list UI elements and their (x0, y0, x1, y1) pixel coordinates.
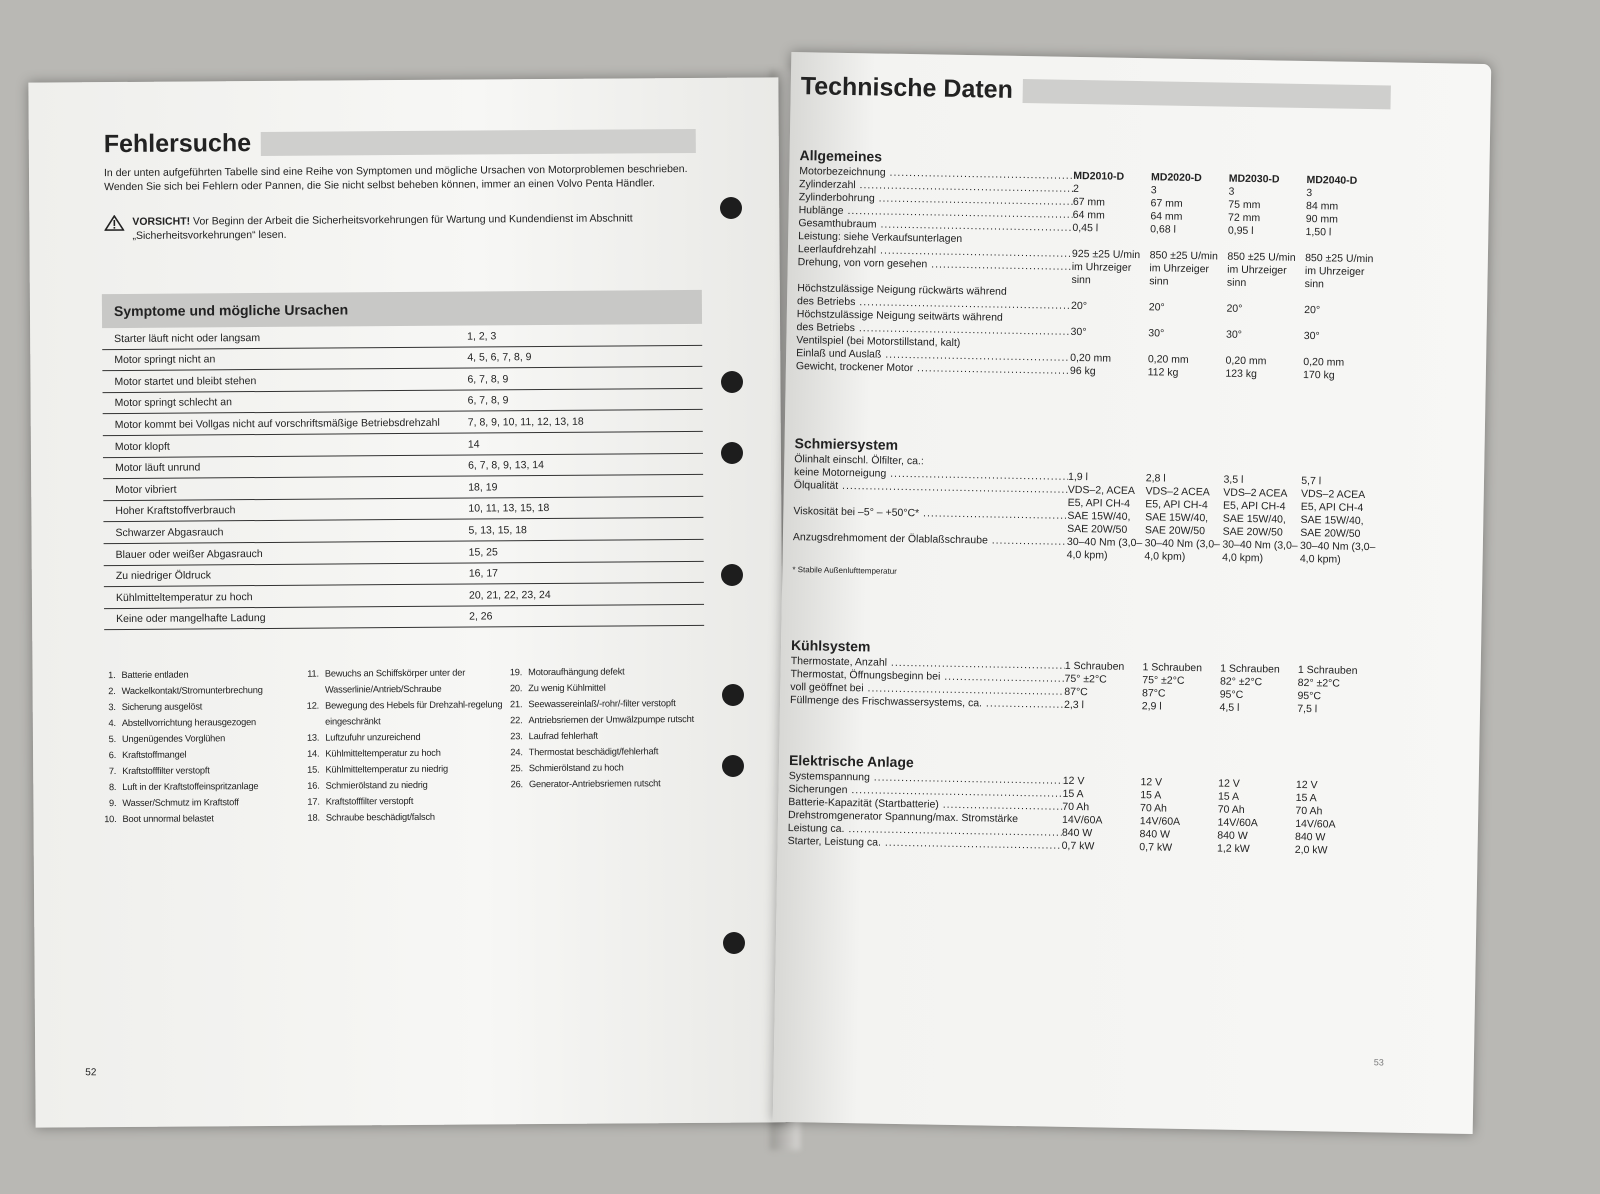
tech-value (1068, 458, 1146, 472)
cause-text: Wackelkontakt/Stromunterbrechung (121, 685, 263, 696)
tech-value: 67 mm (1072, 195, 1106, 209)
tech-value: VDS–2 ACEA E5, API CH-4 (1300, 487, 1365, 515)
left-page (28, 77, 785, 1127)
list-item (505, 775, 708, 792)
tech-value: 2,8 l (1145, 472, 1166, 485)
tech-value: 4,5 l (1219, 701, 1240, 714)
tech-value (1072, 235, 1150, 249)
causes-cell: 6, 7, 8, 9 (467, 394, 509, 407)
tech-value (1224, 461, 1302, 475)
tech-value (1149, 288, 1227, 302)
list-item (98, 794, 301, 811)
cause-text: Sicherung ausgelöst (121, 701, 203, 712)
tech-label: Viskosität bei –5° – +50°C* ..... (793, 505, 1067, 536)
tech-value: 15 A (1140, 789, 1162, 802)
tech-value: 0,7 kW (1061, 839, 1095, 853)
list-item (302, 792, 505, 809)
cause-number: 21. (510, 699, 523, 710)
tech-value (1226, 316, 1304, 330)
tech-value: 0,20 mm (1070, 351, 1112, 365)
section-title-technische-daten (801, 72, 1391, 111)
list-item (301, 760, 504, 777)
tech-value: 30° (1148, 327, 1165, 340)
list-item (98, 698, 301, 715)
tech-value: 840 W (1294, 830, 1326, 844)
tech-label: des Betriebs ..... (797, 295, 1071, 313)
cause-number: 24. (510, 747, 523, 758)
page-number-left: 52 (85, 1067, 97, 1079)
page-number-right: 53 (1373, 1057, 1384, 1068)
tech-label: Sicherungen ..... (788, 783, 1062, 801)
tech-label: Gewicht, trockener Motor ..... (796, 360, 1070, 378)
symptom-cell: Keine oder mangelhafte Ladung (116, 612, 266, 626)
causes-cell: 15, 25 (468, 545, 498, 559)
list-item (98, 746, 301, 763)
tech-value: 840 W (1217, 829, 1248, 843)
binder-hole (722, 684, 744, 706)
cause-text: Kühlmitteltemperatur zu niedrig (325, 763, 448, 775)
tech-label: Hublänge ..... (799, 204, 1073, 222)
tech-label: Leerlaufdrehzahl ..... (798, 243, 1072, 261)
cause-text: Seewassereinlaß/-rohr/-filter verstopft (528, 698, 676, 710)
tech-value: 87°C (1064, 685, 1088, 699)
causes-cell: 18, 19 (468, 481, 498, 494)
tech-value: 1,50 l (1305, 225, 1332, 239)
list-item (504, 663, 707, 680)
warning-label: VORSICHT! (132, 215, 191, 228)
tech-value: 14V/60A (1295, 817, 1336, 831)
cause-text: Kraftstofffilter verstopft (325, 795, 414, 807)
list-item (302, 808, 505, 825)
cause-number: 20. (509, 683, 523, 694)
tech-label: Höchstzulässige Neigung seitwärts während (796, 308, 1003, 324)
list-item (98, 682, 301, 699)
tech-section-title: Allgemeines (799, 147, 883, 165)
symptom-cell: Hoher Kraftstoffverbrauch (115, 504, 236, 518)
tech-value: 0,68 l (1150, 223, 1176, 236)
tech-label: Systemspannung ..... (789, 770, 1063, 788)
causes-cell: 5, 13, 15, 18 (468, 524, 527, 537)
symptom-cell: Motor startet und bleibt stehen (114, 374, 257, 388)
causes-cell: 10, 11, 13, 15, 18 (468, 502, 550, 515)
cause-number: 23. (510, 731, 523, 742)
cause-text: Thermostat beschädigt/fehlerhaft (528, 746, 659, 758)
symptom-cell: Kühlmitteltemperatur zu hoch (115, 590, 253, 604)
list-item (505, 759, 708, 776)
tech-value: 70 Ah (1217, 803, 1245, 816)
tech-value (1148, 340, 1226, 354)
tech-value: 30–40 Nm (3,0–4,0 kpm) (1222, 538, 1298, 565)
tech-value (1305, 239, 1383, 253)
cause-text: Schraube beschädigt/falsch (325, 811, 435, 823)
cause-text: Luftzufuhr unzureichend (325, 731, 421, 743)
tech-label: des Betriebs ..... (796, 321, 1070, 339)
cause-text: Antriebsriemen der Umwälzpumpe rutscht (528, 713, 695, 726)
tech-section-title: Kühlsystem (790, 637, 871, 655)
cause-text: Bewegung des Hebels für Drehzahl-regelung eingeschränkt (325, 699, 503, 727)
tech-value: 72 mm (1227, 211, 1261, 225)
tech-value: 2,9 l (1141, 700, 1162, 713)
tech-value: 64 mm (1072, 208, 1105, 222)
tech-value (1228, 238, 1306, 252)
tech-value: 12 V (1295, 778, 1318, 792)
tech-value: 1 Schrauben (1220, 662, 1280, 676)
tech-value: SAE 15W/40, SAE 20W/50 (1222, 512, 1286, 539)
tech-value: im Uhrzeiger sinn (1149, 262, 1210, 288)
tech-value: 30–40 Nm (3,0–4,0 kpm) (1066, 535, 1143, 562)
list-item (504, 695, 707, 712)
tech-label: Gesamthubraum ..... (798, 217, 1072, 235)
list-item (301, 744, 504, 761)
list-item (98, 778, 301, 795)
binder-hole (723, 932, 745, 954)
cause-number: 1. (108, 670, 116, 681)
cause-text: Luft in der Kraftstoffeinspritzanlage (122, 781, 259, 792)
list-item (97, 666, 300, 683)
tech-value: 84 mm (1305, 199, 1339, 213)
tech-value: 0,20 mm (1147, 353, 1189, 366)
tech-value: 30° (1225, 328, 1243, 341)
intro-text: In der unten aufgeführten Tabelle sind eine Reihe von Symptomen und mögliche Ursachen von Motorproblemen beschrieben. Wenden Sie sich bei Fehlern oder Pannen, die Sie nicht selbst beheben können, immer an einen Volvo Penta Händler. (103, 163, 688, 194)
tech-value: 0,20 mm (1225, 354, 1267, 368)
cause-number: 25. (510, 763, 523, 774)
list-item (301, 696, 505, 729)
symptom-rows (102, 324, 704, 630)
tech-value: VDS–2 ACEA E5, API CH-4 (1222, 486, 1288, 513)
tech-value: im Uhrzeiger sinn (1304, 264, 1365, 291)
cause-number: 2. (108, 686, 116, 697)
list-item (98, 810, 301, 827)
cause-number: 13. (306, 732, 320, 743)
tech-value: 840 W (1139, 828, 1171, 841)
tech-value: 20° (1304, 303, 1321, 317)
causes-column (504, 663, 708, 824)
tech-value: 3 (1150, 184, 1157, 197)
tech-value (1227, 290, 1305, 304)
tech-label: Leistung ca. ..... (788, 822, 1062, 840)
tech-value: im Uhrzeiger sinn (1071, 260, 1132, 287)
tech-value: 1,9 l (1067, 470, 1089, 484)
cause-text: Bewuchs an Schiffskörper unter der Wasserlinie/Antrieb/Schraube (324, 667, 466, 695)
tech-value: VDS–2 ACEA E5, API CH-4 (1145, 485, 1210, 512)
cause-number: 22. (510, 715, 523, 726)
symptom-table (102, 290, 704, 630)
tech-value: 1 Schrauben (1297, 663, 1358, 677)
tech-value: 0,45 l (1072, 221, 1099, 235)
tech-value (1226, 342, 1304, 356)
symptom-cell: Motor springt nicht an (114, 353, 216, 367)
tech-label: Füllmenge des Frischwassersystems, ca. ..... (790, 694, 1064, 712)
tech-label: Anzugsdrehmoment der Ölablaßschraube ..... (793, 531, 1067, 562)
tech-value: 82° ±2°C (1219, 675, 1263, 689)
list-item (505, 727, 708, 744)
tech-value: 64 mm (1150, 210, 1183, 223)
tech-label: Drehstromgenerator Spannung/max. Stromstärke (787, 809, 1019, 826)
list-item (301, 728, 504, 745)
list-item (98, 762, 301, 779)
tech-value: 14V/60A (1061, 813, 1103, 827)
binder-hole (720, 197, 742, 219)
tech-value: 12 V (1140, 776, 1163, 789)
symptom-cell: Schwarzer Abgasrauch (115, 526, 224, 539)
tech-value (1071, 313, 1149, 327)
tech-label: voll geöffnet bei ..... (790, 681, 1064, 699)
tech-value: 112 kg (1147, 366, 1179, 379)
list-item (301, 664, 505, 697)
tech-label: Zylinderzahl ..... (799, 178, 1073, 196)
tech-value: 2,0 kW (1294, 843, 1328, 857)
cause-text: Schmierölstand zu hoch (528, 762, 624, 774)
tech-value: 75 mm (1228, 198, 1261, 212)
tech-value: 30° (1303, 329, 1320, 343)
tech-value: 850 ±25 U/min (1305, 251, 1374, 266)
symptom-cell: Motor klopft (114, 440, 170, 453)
tech-value: 0,95 l (1227, 224, 1254, 238)
symptom-cell: Motor vibriert (115, 483, 177, 496)
tech-value: 123 kg (1225, 367, 1258, 381)
symptom-cell: Motor springt schlecht an (114, 396, 232, 410)
tech-value: 96 kg (1069, 364, 1096, 378)
cause-text: Wasser/Schmutz im Kraftstoff (122, 797, 239, 808)
cause-number: 18. (307, 812, 320, 823)
tech-value: 840 W (1061, 826, 1093, 840)
tech-value (1304, 317, 1382, 331)
cause-number: 16. (307, 780, 320, 791)
tech-label: Ölinhalt einschl. Ölfilter, ca.: (794, 453, 924, 468)
tech-value: 30° (1070, 325, 1087, 339)
list-item (504, 679, 707, 696)
cause-text: Batterie entladen (121, 669, 189, 680)
tech-value: 30–40 Nm (3,0–4,0 kpm) (1144, 537, 1221, 563)
tech-value: 3 (1306, 186, 1313, 200)
cause-text: Laufrad fehlerhaft (528, 730, 598, 742)
title-bar (261, 129, 696, 156)
causes-cell: 14 (467, 438, 480, 451)
tech-value: 2 (1073, 182, 1080, 196)
binder-hole (722, 755, 744, 777)
tech-value: 20° (1226, 302, 1243, 315)
tech-label: Ventilspiel (bei Motorstillstand, kalt) (796, 334, 961, 349)
section-title-fehlersuche (104, 126, 696, 159)
tech-value: 70 Ah (1295, 804, 1323, 818)
cause-text: Zu wenig Kühlmittel (528, 682, 606, 694)
causes-cell: 6, 7, 8, 9 (467, 373, 509, 386)
tech-value: VDS–2, ACEA E5, API CH-4 (1067, 483, 1135, 510)
tech-value: 15 A (1217, 790, 1240, 803)
tech-value (1148, 314, 1226, 328)
title-bar (1023, 79, 1391, 109)
tech-value (1071, 287, 1149, 301)
tech-value: 0,20 mm (1303, 355, 1345, 369)
tech-value: im Uhrzeiger sinn (1226, 263, 1287, 289)
symptom-cell: Motor kommt bei Vollgas nicht auf vorschriftsmäßige Betriebsdrehzahl (114, 416, 440, 432)
list-item (98, 730, 301, 747)
tech-value: 20° (1148, 301, 1165, 314)
tech-value: SAE 15W/40, SAE 20W/50 (1300, 513, 1364, 540)
causes-cell: 20, 21, 22, 23, 24 (468, 588, 551, 602)
tech-value: SAE 15W/40, SAE 20W/50 (1144, 511, 1209, 538)
tech-value: 850 ±25 U/min (1227, 250, 1296, 264)
cause-text: Kühlmitteltemperatur zu hoch (325, 747, 441, 759)
cause-text: Boot unnormal belastet (122, 813, 214, 824)
causes-cell: 16, 17 (468, 567, 499, 580)
right-page (773, 52, 1492, 1134)
tech-value (1304, 291, 1382, 305)
tech-value: 30–40 Nm (3,0–4,0 kpm) (1299, 539, 1376, 566)
cause-number: 9. (108, 798, 117, 809)
cause-number: 6. (108, 750, 117, 761)
tech-value: 75° ±2°C (1142, 674, 1185, 687)
tech-label: Batterie-Kapazität (Startbatterie) ..... (788, 796, 1062, 814)
tech-label: Drehung, von vorn gesehen ..... (797, 256, 1071, 287)
tech-value (1070, 339, 1148, 353)
causes-cell: 7, 8, 9, 10, 11, 12, 13, 18 (467, 415, 584, 429)
tech-label: Zylinderbohrung ..... (799, 191, 1073, 209)
cause-number: 11. (307, 668, 319, 679)
tech-section (792, 435, 1379, 584)
symptom-table-header: Symptome und mögliche Ursachen (102, 290, 702, 328)
tech-value: 95°C (1219, 688, 1244, 701)
tech-label: Thermostat, Öffnungsbeginn bei ..... (790, 668, 1064, 686)
cause-number: 5. (108, 734, 116, 745)
causes-cell: 2, 26 (469, 610, 493, 623)
page-title: Fehlersuche (103, 129, 252, 159)
cause-number: 4. (108, 718, 116, 729)
tech-value: 70 Ah (1139, 802, 1168, 815)
binder-hole (721, 371, 743, 393)
tech-value: 75° ±2°C (1064, 672, 1107, 686)
cause-text: Motoraufhängung defekt (528, 666, 625, 678)
tech-value: MD2040-D (1306, 173, 1358, 187)
list-item (504, 711, 707, 728)
right-page-title: Technische Daten (800, 72, 1014, 104)
causes-column (97, 666, 301, 827)
binder-hole (721, 442, 743, 464)
tech-value (1301, 462, 1379, 476)
tech-value: 7,5 l (1297, 702, 1318, 716)
tech-section (790, 637, 1376, 717)
tech-section (787, 752, 1374, 858)
symptom-cell: Starter läuft nicht oder langsam (114, 331, 261, 345)
cause-text: Kraftstoffmangel (122, 749, 187, 760)
list-item (302, 776, 505, 793)
cause-number: 19. (509, 667, 523, 678)
tech-value: 850 ±25 U/min (1149, 249, 1219, 263)
tech-label: Einlaß und Auslaß ..... (796, 347, 1070, 365)
cause-number: 10. (104, 814, 117, 825)
tech-value: 2,3 l (1063, 698, 1085, 712)
tech-value: 12 V (1218, 777, 1240, 790)
causes-column (301, 664, 505, 825)
cause-number: 15. (307, 764, 320, 775)
cause-number: 14. (307, 748, 320, 759)
cause-text: Schmierölstand zu niedrig (325, 779, 428, 791)
tech-label: Leistung: siehe Verkaufsunterlagen (798, 230, 963, 245)
tech-value: 90 mm (1305, 212, 1339, 226)
tech-value: 82° ±2°C (1297, 676, 1341, 690)
binder-hole (721, 564, 743, 586)
tech-value: 12 V (1062, 774, 1085, 788)
cause-number: 12. (306, 700, 320, 711)
list-item (98, 714, 301, 731)
cause-text: Kraftstofffilter verstopft (122, 765, 210, 776)
tech-section (796, 147, 1385, 383)
list-item (505, 743, 708, 760)
tech-value: 20° (1070, 299, 1088, 313)
tech-value: 15 A (1295, 791, 1317, 805)
tech-value: 1 Schrauben (1064, 659, 1125, 673)
tech-value: 3 (1228, 185, 1235, 198)
tech-value: SAE 15W/40, SAE 20W/50 (1067, 509, 1131, 536)
warning-text: Vor Beginn der Arbeit die Sicherheitsvorkehrungen für Wartung und Kundendienst im Abschnitt „Sicherheitsvorkehrungen“ lesen. (132, 212, 633, 242)
cause-text: Ungenügendes Vorglühen (121, 733, 226, 744)
tech-value: MD2030-D (1228, 172, 1280, 186)
tech-value (1303, 343, 1381, 357)
causes-cell: 6, 7, 8, 9, 13, 14 (468, 459, 544, 472)
tech-value (1146, 459, 1224, 473)
tech-value: 1 Schrauben (1142, 661, 1203, 675)
cause-number: 26. (510, 779, 523, 790)
tech-value: MD2020-D (1150, 171, 1202, 185)
cause-number: 8. (108, 782, 117, 793)
cause-number: 17. (307, 796, 320, 807)
symptom-cell: Blauer oder weißer Abgasrauch (115, 547, 263, 561)
symptom-cell: Zu niedriger Öldruck (115, 569, 211, 583)
tech-value: MD2010-D (1073, 169, 1125, 183)
tech-label: keine Motorneigung ..... (794, 466, 1068, 484)
tech-label: Starter, Leistung ca. ..... (787, 835, 1061, 853)
warning-icon (104, 215, 124, 231)
tech-value: 925 ±25 U/min (1071, 247, 1141, 262)
cause-number: 7. (108, 766, 117, 777)
tech-label: Motorbezeichnung ..... (799, 165, 1073, 183)
tech-value: 14V/60A (1139, 815, 1181, 828)
cause-text: Abstellvorrichtung herausgezogen (121, 717, 257, 728)
tech-value: 70 Ah (1062, 800, 1090, 814)
tech-value: 14V/60A (1217, 816, 1258, 830)
tech-value (1150, 236, 1228, 250)
tech-value: 95°C (1297, 689, 1322, 703)
table-row (104, 605, 704, 631)
cause-number: 3. (108, 702, 116, 713)
tech-value: 0,7 kW (1139, 841, 1173, 854)
tech-value: 87°C (1141, 687, 1166, 700)
warning-text-wrap (132, 211, 704, 243)
symptom-cell: Motor läuft unrund (115, 461, 201, 475)
causes-list (97, 663, 708, 827)
tech-value: 15 A (1062, 787, 1084, 801)
footnote: * Stabile Außenlufttemperatur (792, 565, 897, 576)
tech-label: Höchstzulässige Neigung rückwärts während (797, 282, 1007, 298)
causes-cell: 1, 2, 3 (467, 329, 497, 343)
tech-value: 5,7 l (1301, 474, 1322, 488)
tech-value: 170 kg (1302, 368, 1335, 382)
causes-cell: 4, 5, 6, 7, 8, 9 (467, 351, 532, 364)
tech-label: Ölqualität ..... (793, 479, 1067, 510)
tech-value: 3,5 l (1223, 473, 1244, 486)
tech-section-title: Schmiersystem (794, 435, 899, 453)
tech-value: 67 mm (1150, 197, 1183, 210)
cause-text: Generator-Antriebsriemen rutscht (528, 778, 661, 790)
tech-value: 1,2 kW (1216, 842, 1250, 856)
warning-block (104, 211, 704, 243)
tech-section-title: Elektrische Anlage (788, 752, 914, 771)
tech-label: Thermostate, Anzahl ..... (791, 655, 1065, 673)
